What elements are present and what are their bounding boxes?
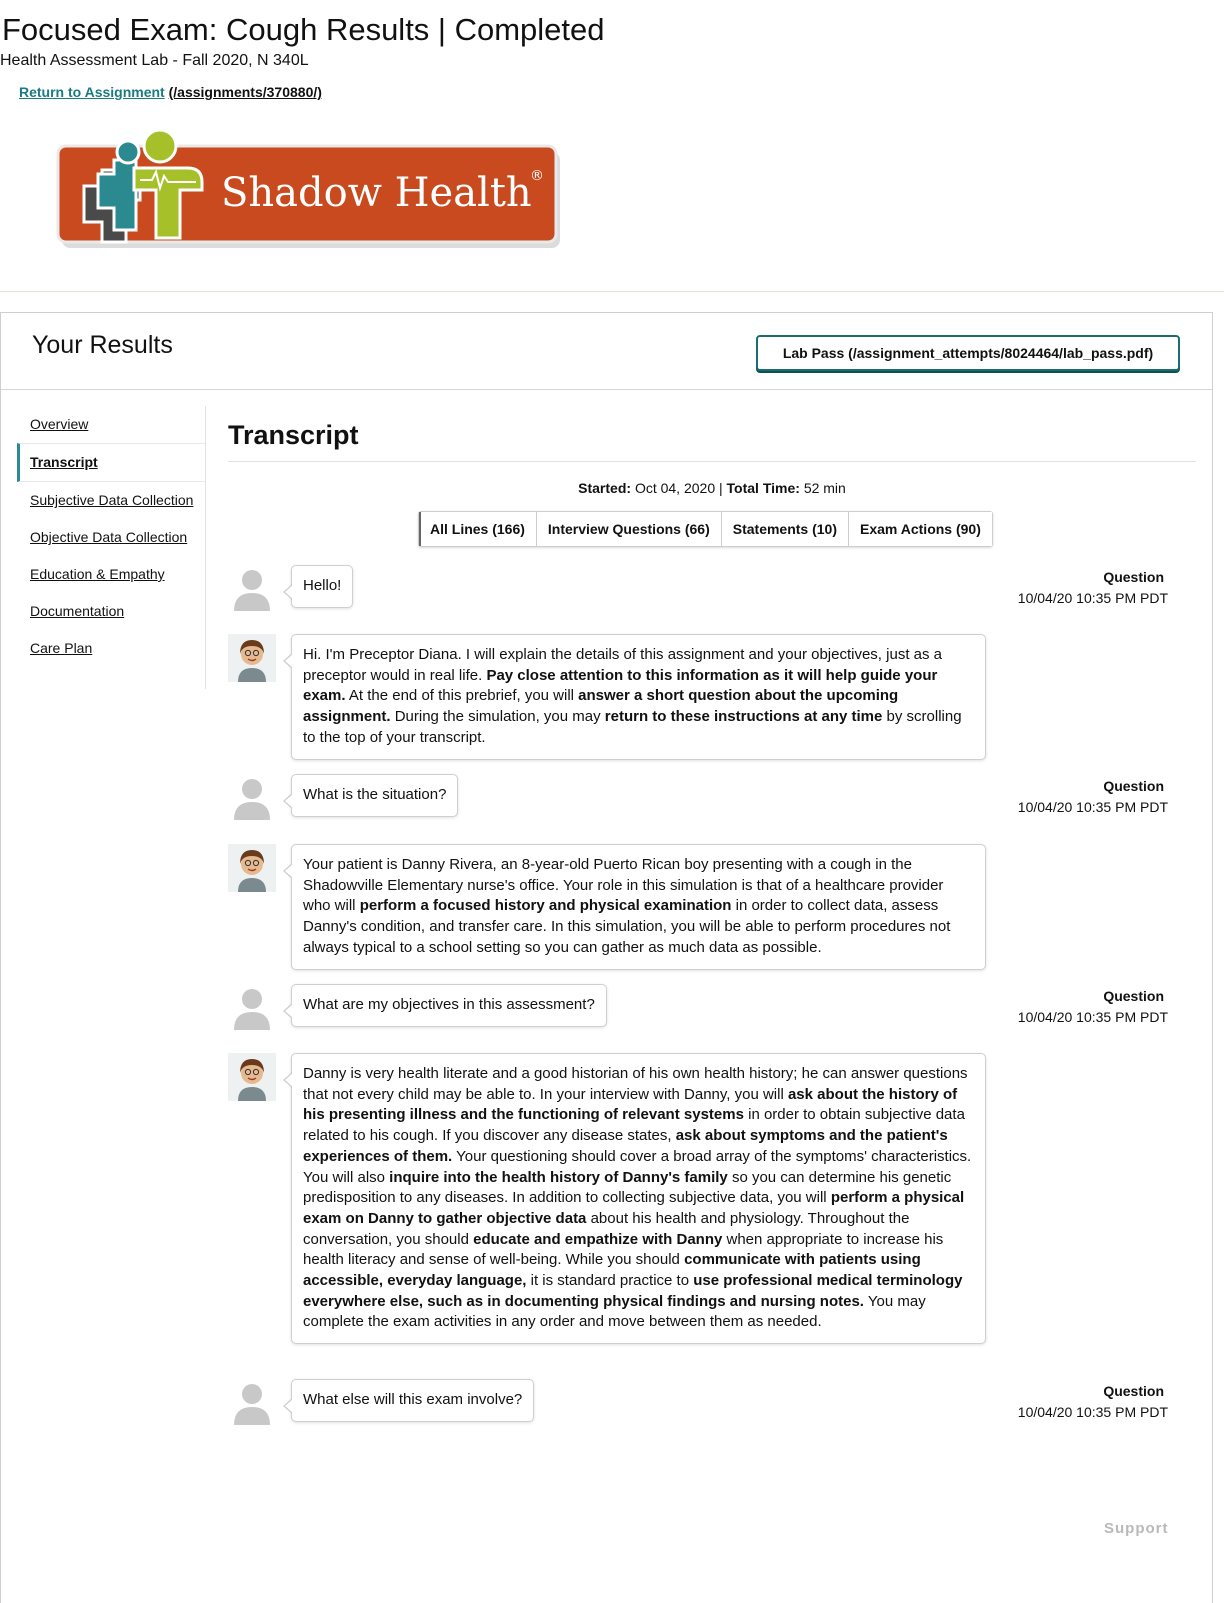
response-bubble bbox=[291, 1053, 986, 1344]
entry-timestamp: 10/04/20 10:35 PM PDT bbox=[1017, 590, 1168, 606]
emphasis-text: communicate with patients using accessible, everyday language, bbox=[303, 1251, 921, 1290]
entry-meta bbox=[1018, 776, 1168, 818]
results-sidebar bbox=[17, 406, 206, 689]
page-title: Focused Exam: Cough Results | Completed bbox=[2, 12, 605, 47]
shadow-health-logo bbox=[56, 126, 566, 266]
response-text: Your patient is Danny Rivera, an 8-year-old Puerto Rican boy presenting with a cough in the Shadowville Elementary nurse's office. Your role in this simulation is that of a healthcare provider who will bbox=[303, 856, 944, 915]
emphasis-text: ask about the history of his presenting illness and the functioning of relevant systems bbox=[303, 1085, 958, 1124]
response-text: At the end of this prebrief, you will bbox=[345, 687, 579, 705]
question-bubble: What else will this exam involve? bbox=[291, 1379, 534, 1422]
results-panel bbox=[0, 312, 1213, 1603]
preceptor-avatar-icon bbox=[228, 634, 276, 682]
return-path[interactable]: (/assignments/370880/) bbox=[168, 84, 322, 100]
lab-pass-button[interactable]: Lab Pass (/assignment_attempts/8024464/lab_pass.pdf) bbox=[756, 335, 1180, 371]
response-text: by scrolling to the top of your transcript. bbox=[303, 708, 962, 746]
entry-meta bbox=[1018, 567, 1168, 609]
emphasis-text: Pay close attention to this information as it will help guide your exam. bbox=[303, 666, 938, 705]
filter-statements[interactable]: Statements (10) bbox=[722, 512, 849, 546]
return-to-assignment-link[interactable]: Return to Assignment bbox=[19, 84, 165, 100]
response-text: about his health and physiology. Throughout the conversation, you should bbox=[303, 1209, 910, 1248]
started-value: Oct 04, 2020 bbox=[634, 480, 716, 496]
response-text: Hi. I'm Preceptor Diana. I will explain the details of this assignment and your objectives, just as a preceptor would in real life. bbox=[303, 646, 943, 684]
response-text: During the simulation, you may bbox=[390, 708, 605, 726]
preceptor-avatar-icon bbox=[228, 1053, 276, 1101]
total-time-label: Total Time: bbox=[726, 480, 800, 496]
response-text: so you can determine his genetic predisposition to any diseases. In addition to collecting subjective data, you will bbox=[303, 1168, 952, 1207]
emphasis-text: use professional medical terminology everywhere else, such as in documenting physical findings and nursing notes. bbox=[303, 1272, 963, 1310]
transcript-title: Transcript bbox=[228, 406, 1196, 462]
response-text: Danny is very health literate and a good historian of his own health history; he can answer questions that not every child may be able to. In your interview with Danny, you will bbox=[303, 1065, 968, 1103]
entry-timestamp: 10/04/20 10:35 PM PDT bbox=[1017, 1404, 1168, 1420]
page-subtitle: Health Assessment Lab - Fall 2020, N 340L bbox=[0, 52, 309, 69]
student-avatar-icon bbox=[228, 1379, 276, 1427]
response-text: when appropriate to increase his health literacy and sense of well-being. While you should bbox=[303, 1230, 944, 1269]
sidebar-item-care-plan[interactable]: Care Plan bbox=[30, 640, 93, 656]
filter-exam-actions[interactable]: Exam Actions (90) bbox=[849, 512, 992, 546]
filter-interview-questions[interactable]: Interview Questions (66) bbox=[537, 512, 722, 546]
return-to-assignment[interactable] bbox=[19, 84, 322, 100]
entry-type: Question bbox=[1103, 778, 1164, 794]
support-link[interactable]: Support bbox=[1104, 1520, 1169, 1537]
entry-timestamp: 10/04/20 10:35 PM PDT bbox=[1017, 1009, 1168, 1025]
sidebar-item-subjective-data-collection[interactable]: Subjective Data Collection bbox=[30, 492, 194, 508]
student-avatar-icon bbox=[228, 565, 276, 613]
total-time-value: 52 min bbox=[803, 480, 846, 496]
emphasis-text: educate and empathize with Danny bbox=[473, 1230, 723, 1248]
response-bubble bbox=[291, 634, 986, 760]
sidebar-item-transcript[interactable]: Transcript bbox=[17, 443, 205, 482]
sidebar-item-objective-data-collection[interactable]: Objective Data Collection bbox=[30, 529, 188, 545]
entry-type: Question bbox=[1103, 988, 1164, 1004]
emphasis-text: perform a physical exam on Danny to gather objective data bbox=[303, 1189, 965, 1227]
response-text: it is standard practice to bbox=[526, 1272, 694, 1290]
question-bubble: What is the situation? bbox=[291, 774, 458, 817]
transcript-section bbox=[228, 406, 1196, 1420]
question-bubble: Hello! bbox=[291, 565, 353, 608]
response-text: You may complete the exam activities in any order and move between them as needed. bbox=[303, 1292, 926, 1331]
preceptor-avatar-icon bbox=[228, 844, 276, 892]
student-avatar-icon bbox=[228, 984, 276, 1032]
response-bubble bbox=[291, 844, 986, 970]
entry-meta bbox=[1018, 1381, 1168, 1423]
emphasis-text: answer a short question about the upcoming assignment. bbox=[303, 687, 899, 726]
emphasis-text: ask about symptoms and the patient's experiences of them. bbox=[303, 1127, 948, 1165]
entry-type: Question bbox=[1103, 1383, 1164, 1399]
sidebar-item-education-empathy[interactable]: Education & Empathy bbox=[30, 566, 165, 582]
header-divider bbox=[0, 291, 1224, 292]
sidebar-item-documentation[interactable]: Documentation bbox=[30, 603, 125, 619]
emphasis-text: inquire into the health history of Danny's family bbox=[389, 1168, 728, 1186]
emphasis-text: perform a focused history and physical examination bbox=[359, 897, 732, 915]
meta-separator: | bbox=[719, 480, 723, 496]
results-header bbox=[1, 313, 1212, 390]
entry-meta bbox=[1018, 986, 1168, 1028]
response-text: in order to obtain subjective data related to his cough. If you discover any disease states, bbox=[303, 1106, 965, 1145]
filter-all-lines[interactable]: All Lines (166) bbox=[419, 512, 537, 546]
question-bubble: What are my objectives in this assessment? bbox=[291, 984, 607, 1027]
response-text: Your questioning should cover a broad array of the symptoms' characteristics. You will also bbox=[303, 1147, 972, 1186]
response-text: in order to collect data, assess Danny's condition, and transfer care. In this simulation, you will be able to perform procedures not always typical to a school setting so you can gather as much data as possible. bbox=[303, 897, 951, 956]
transcript-meta bbox=[228, 480, 1196, 496]
entry-timestamp: 10/04/20 10:35 PM PDT bbox=[1017, 799, 1168, 815]
transcript-filter-bar bbox=[418, 511, 993, 547]
entry-type: Question bbox=[1103, 569, 1164, 585]
logo-text: Shadow Health bbox=[221, 170, 532, 216]
emphasis-text: return to these instructions at any time bbox=[604, 708, 883, 726]
results-title: Your Results bbox=[32, 331, 173, 359]
started-label: Started: bbox=[578, 480, 632, 496]
student-avatar-icon bbox=[228, 774, 276, 822]
sidebar-item-overview[interactable]: Overview bbox=[30, 416, 89, 432]
logo-registered: ® bbox=[530, 168, 544, 184]
